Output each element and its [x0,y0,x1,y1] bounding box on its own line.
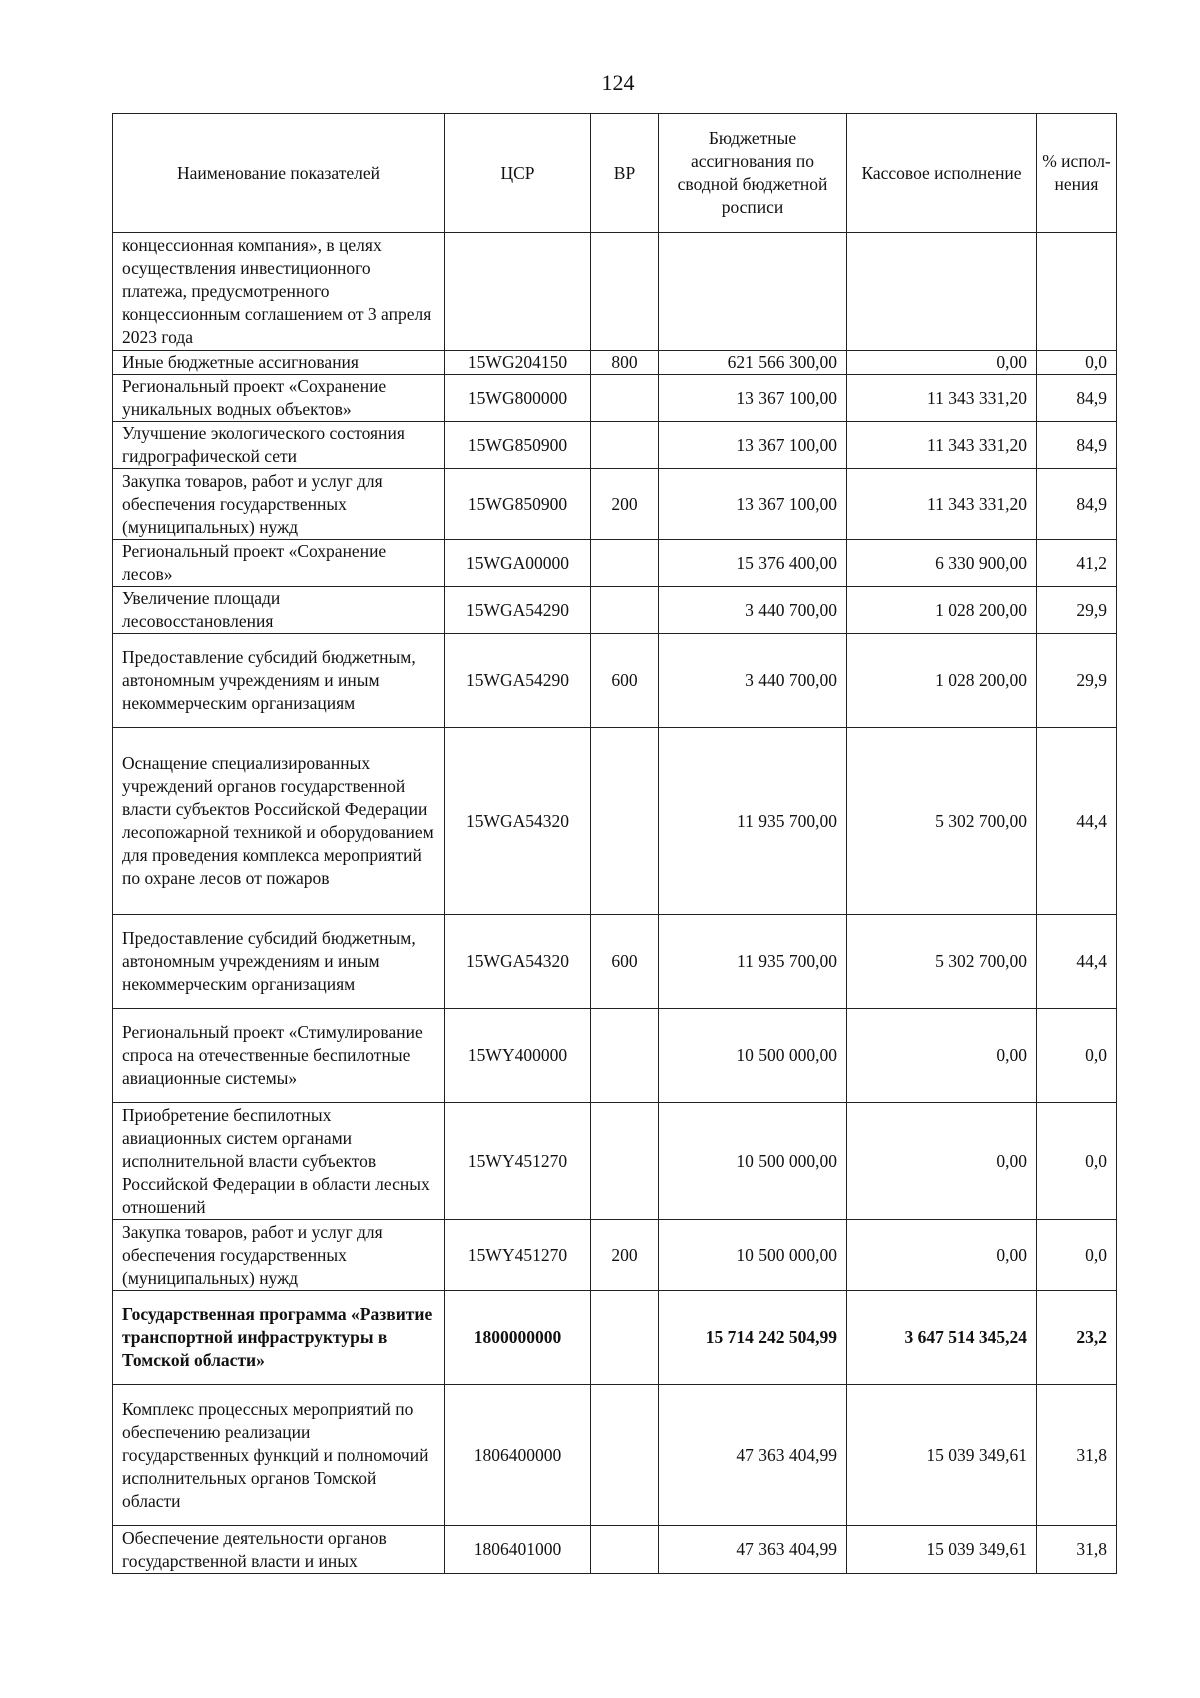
row-name: Обеспечение деятельности органов государственной власти и иных [113,1526,445,1574]
row-name: Региональный проект «Сохранение уникальных водных объектов» [113,375,445,422]
budget-execution-table [112,113,1117,1574]
row-executed [847,233,1037,351]
row-vr [591,422,659,469]
row-vr [591,375,659,422]
table-row [113,587,1117,634]
row-budget: 47 363 404,99 [659,1526,847,1574]
header-vr: ВР [591,114,659,233]
row-executed: 1 028 200,00 [847,634,1037,728]
row-percent: 0,0 [1037,1220,1117,1291]
row-budget [659,233,847,351]
table-row [113,1526,1117,1574]
row-executed: 11 343 331,20 [847,469,1037,540]
row-budget: 3 440 700,00 [659,634,847,728]
row-executed: 6 330 900,00 [847,540,1037,587]
row-percent: 44,4 [1037,728,1117,915]
row-csr: 15WG850900 [445,469,591,540]
row-budget: 621 566 300,00 [659,351,847,375]
row-vr [591,587,659,634]
row-percent: 29,9 [1037,587,1117,634]
header-budget: Бюджетные ассигнования по сводной бюджетной росписи [659,114,847,233]
row-percent: 84,9 [1037,422,1117,469]
row-csr: 15WG204150 [445,351,591,375]
row-csr: 15WGA54290 [445,587,591,634]
row-name: Приобретение беспилотных авиационных систем органами исполнительной власти субъектов Российской Федерации в области лесных отношений [113,1103,445,1220]
row-csr: 1806400000 [445,1385,591,1526]
row-executed: 0,00 [847,1009,1037,1103]
row-executed: 0,00 [847,1220,1037,1291]
row-budget: 13 367 100,00 [659,375,847,422]
row-percent: 84,9 [1037,469,1117,540]
table-body [113,233,1117,1574]
row-vr: 200 [591,469,659,540]
row-budget: 11 935 700,00 [659,915,847,1009]
row-vr: 800 [591,351,659,375]
header-csr: ЦСР [445,114,591,233]
row-name: Закупка товаров, работ и услуг для обеспечения государственных (муниципальных) нужд [113,469,445,540]
row-percent: 29,9 [1037,634,1117,728]
row-csr: 15WGA54290 [445,634,591,728]
table-row [113,1220,1117,1291]
row-executed: 11 343 331,20 [847,422,1037,469]
row-name: Комплекс процессных мероприятий по обеспечению реализации государственных функций и полномочий исполнительных органов Томской области [113,1385,445,1526]
row-budget: 10 500 000,00 [659,1103,847,1220]
row-vr: 600 [591,634,659,728]
row-name: Закупка товаров, работ и услуг для обеспечения государственных (муниципальных) нужд [113,1220,445,1291]
header-row [113,114,1117,233]
table-row [113,469,1117,540]
row-csr: 15WGA00000 [445,540,591,587]
row-csr: 1806401000 [445,1526,591,1574]
row-budget: 15 714 242 504,99 [659,1291,847,1385]
table-row [113,233,1117,351]
row-executed: 0,00 [847,351,1037,375]
row-percent: 0,0 [1037,351,1117,375]
row-percent: 31,8 [1037,1385,1117,1526]
row-percent: 0,0 [1037,1009,1117,1103]
row-vr: 600 [591,915,659,1009]
row-name: Улучшение экологического состояния гидрографической сети [113,422,445,469]
table-row [113,351,1117,375]
row-name: Иные бюджетные ассигнования [113,351,445,375]
row-executed: 15 039 349,61 [847,1526,1037,1574]
row-budget: 13 367 100,00 [659,422,847,469]
header-percent: % испол-нения [1037,114,1117,233]
row-executed: 5 302 700,00 [847,728,1037,915]
row-name: Региональный проект «Стимулирование спроса на отечественные беспилотные авиационные системы» [113,1009,445,1103]
row-csr: 15WY451270 [445,1220,591,1291]
table-row [113,1009,1117,1103]
row-vr [591,728,659,915]
table-row-program-total [113,1291,1117,1385]
row-executed: 1 028 200,00 [847,587,1037,634]
row-vr [591,233,659,351]
row-budget: 47 363 404,99 [659,1385,847,1526]
row-percent: 44,4 [1037,915,1117,1009]
row-vr [591,540,659,587]
table-row [113,540,1117,587]
row-csr [445,233,591,351]
row-name: Увеличение площади лесовосстановления [113,587,445,634]
table-row [113,1103,1117,1220]
row-percent: 31,8 [1037,1526,1117,1574]
row-vr [591,1009,659,1103]
table-row [113,1385,1117,1526]
row-vr [591,1385,659,1526]
row-executed: 0,00 [847,1103,1037,1220]
row-budget: 15 376 400,00 [659,540,847,587]
row-csr: 15WG850900 [445,422,591,469]
row-csr: 15WY400000 [445,1009,591,1103]
table-row [113,915,1117,1009]
table-row [113,375,1117,422]
row-percent: 0,0 [1037,1103,1117,1220]
row-csr: 15WY451270 [445,1103,591,1220]
row-name: концессионная компания», в целях осуществления инвестиционного платежа, предусмотренного концессионным соглашением от 3 апреля 2023 года [113,233,445,351]
row-budget: 11 935 700,00 [659,728,847,915]
row-executed: 11 343 331,20 [847,375,1037,422]
row-csr: 15WGA54320 [445,728,591,915]
row-csr: 1800000000 [445,1291,591,1385]
row-name: Оснащение специализированных учреждений органов государственной власти субъектов Российской Федерации лесопожарной техникой и оборудованием для проведения комплекса мероприятий по охране лесов от пожаров [113,728,445,915]
row-percent: 41,2 [1037,540,1117,587]
row-percent: 84,9 [1037,375,1117,422]
row-vr: 200 [591,1220,659,1291]
row-csr: 15WGA54320 [445,915,591,1009]
row-csr: 15WG800000 [445,375,591,422]
row-percent [1037,233,1117,351]
row-executed: 15 039 349,61 [847,1385,1037,1526]
table-header [113,114,1117,233]
row-vr [591,1526,659,1574]
row-executed: 5 302 700,00 [847,915,1037,1009]
row-budget: 10 500 000,00 [659,1220,847,1291]
row-vr [591,1103,659,1220]
table-row [113,634,1117,728]
table-row [113,422,1117,469]
header-name: Наименование показателей [113,114,445,233]
row-percent: 23,2 [1037,1291,1117,1385]
row-budget: 3 440 700,00 [659,587,847,634]
row-executed: 3 647 514 345,24 [847,1291,1037,1385]
row-name: Государственная программа «Развитие транспортной инфраструктуры в Томской области» [113,1291,445,1385]
row-name: Предоставление субсидий бюджетным, автономным учреждениям и иным некоммерческим организациям [113,634,445,728]
page-number: 124 [601,70,635,95]
row-budget: 10 500 000,00 [659,1009,847,1103]
row-name: Региональный проект «Сохранение лесов» [113,540,445,587]
row-name: Предоставление субсидий бюджетным, автономным учреждениям и иным некоммерческим организациям [113,915,445,1009]
row-budget: 13 367 100,00 [659,469,847,540]
table-row [113,728,1117,915]
row-vr [591,1291,659,1385]
header-executed: Кассовое исполнение [847,114,1037,233]
